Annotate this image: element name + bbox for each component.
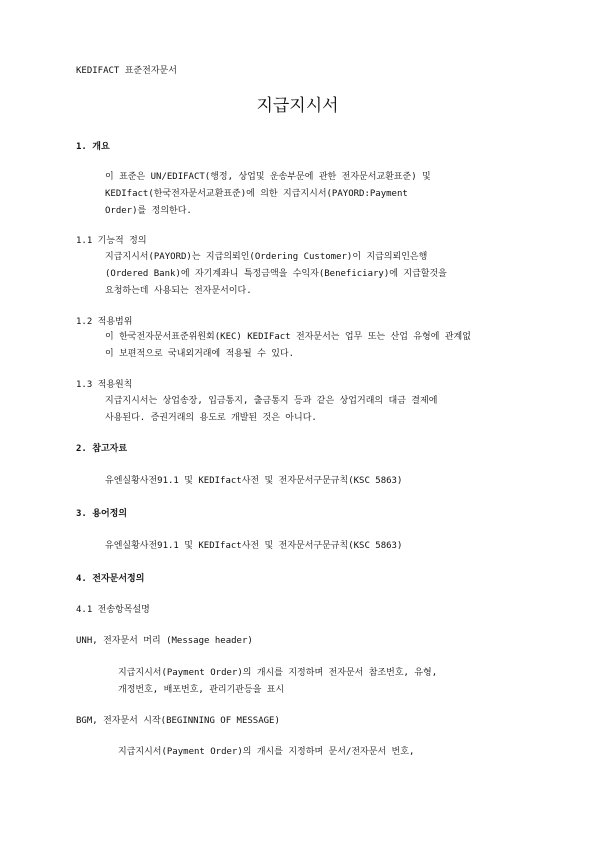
section-1-2-line: 이 보편적으로 국내외거래에 적용될 수 있다. (105, 349, 295, 359)
section-4-heading: 4. 전자문서정의 (76, 574, 145, 584)
section-1-2-line: 이 한국전자문서표준위원회(KEC) KEDIFact 전자문서는 업무 또는 산업 유형에 관계없 (105, 332, 471, 342)
section-1-heading: 1. 개요 (76, 142, 110, 152)
section-1-intro-line: KEDIfact(한국전자문서교환표준)에 의한 지급지시서(PAYORD:Payment (105, 189, 408, 199)
section-1-intro-line: 이 표준은 UN/EDIFACT(행정, 상업및 운송부문에 관한 전자문서교환표준) 및 (105, 172, 431, 182)
section-1-1-line: 요청하는데 사용되는 전자문서이다. (105, 286, 252, 296)
section-2-line: 유엔실황사전91.1 및 KEDIfact사전 및 전자문서구문규칙(KSC 5863) (105, 476, 403, 486)
section-3-line: 유엔실황사전91.1 및 KEDIfact사전 및 전자문서구문규칙(KSC 5863) (105, 541, 403, 551)
section-4-1-heading: 4.1 전송항목설명 (76, 605, 150, 615)
section-1-2-heading: 1.2 적용범위 (76, 317, 133, 327)
unh-heading: UNH, 전자문서 머리 (Message header) (76, 636, 253, 646)
section-2-heading: 2. 참고자료 (76, 444, 128, 454)
bgm-line: 지급지시서(Payment Order)의 개시를 지정하며 문서/전자문서 번호, (118, 747, 415, 757)
unh-line: 개정번호, 배포번호, 관리기관등을 표시 (118, 685, 285, 695)
unh-line: 지급지시서(Payment Order)의 개시를 지정하며 전자문서 참조번호, 유형, (118, 668, 438, 678)
bgm-heading: BGM, 전자문서 시작(BEGINNING OF MESSAGE) (76, 716, 280, 726)
section-1-1-line: 지급지시서(PAYORD)는 지급의뢰인(Ordering Customer)이 지급의뢰인은행 (105, 252, 428, 262)
section-3-heading: 3. 용어정의 (76, 509, 128, 519)
document-type-header: KEDIFACT 표준전자문서 (76, 66, 177, 76)
section-1-1-heading: 1.1 기능적 정의 (76, 236, 147, 246)
section-1-3-heading: 1.3 적용원칙 (76, 380, 133, 390)
section-1-3-line: 사용된다. 증권거래의 용도로 개발된 것은 아니다. (105, 413, 317, 423)
section-1-3-line: 지급지시서는 상업송장, 입금통지, 출금통지 등과 같은 상업거래의 대금 결제에 (105, 396, 438, 406)
section-1-1-line: (Ordered Bank)에 자기계좌니 특정금액을 수익자(Beneficiary)에 지급할것을 (105, 269, 447, 279)
page-title: 지급지시서 (256, 96, 339, 116)
section-1-intro-line: Order)를 정의한다. (105, 206, 192, 216)
